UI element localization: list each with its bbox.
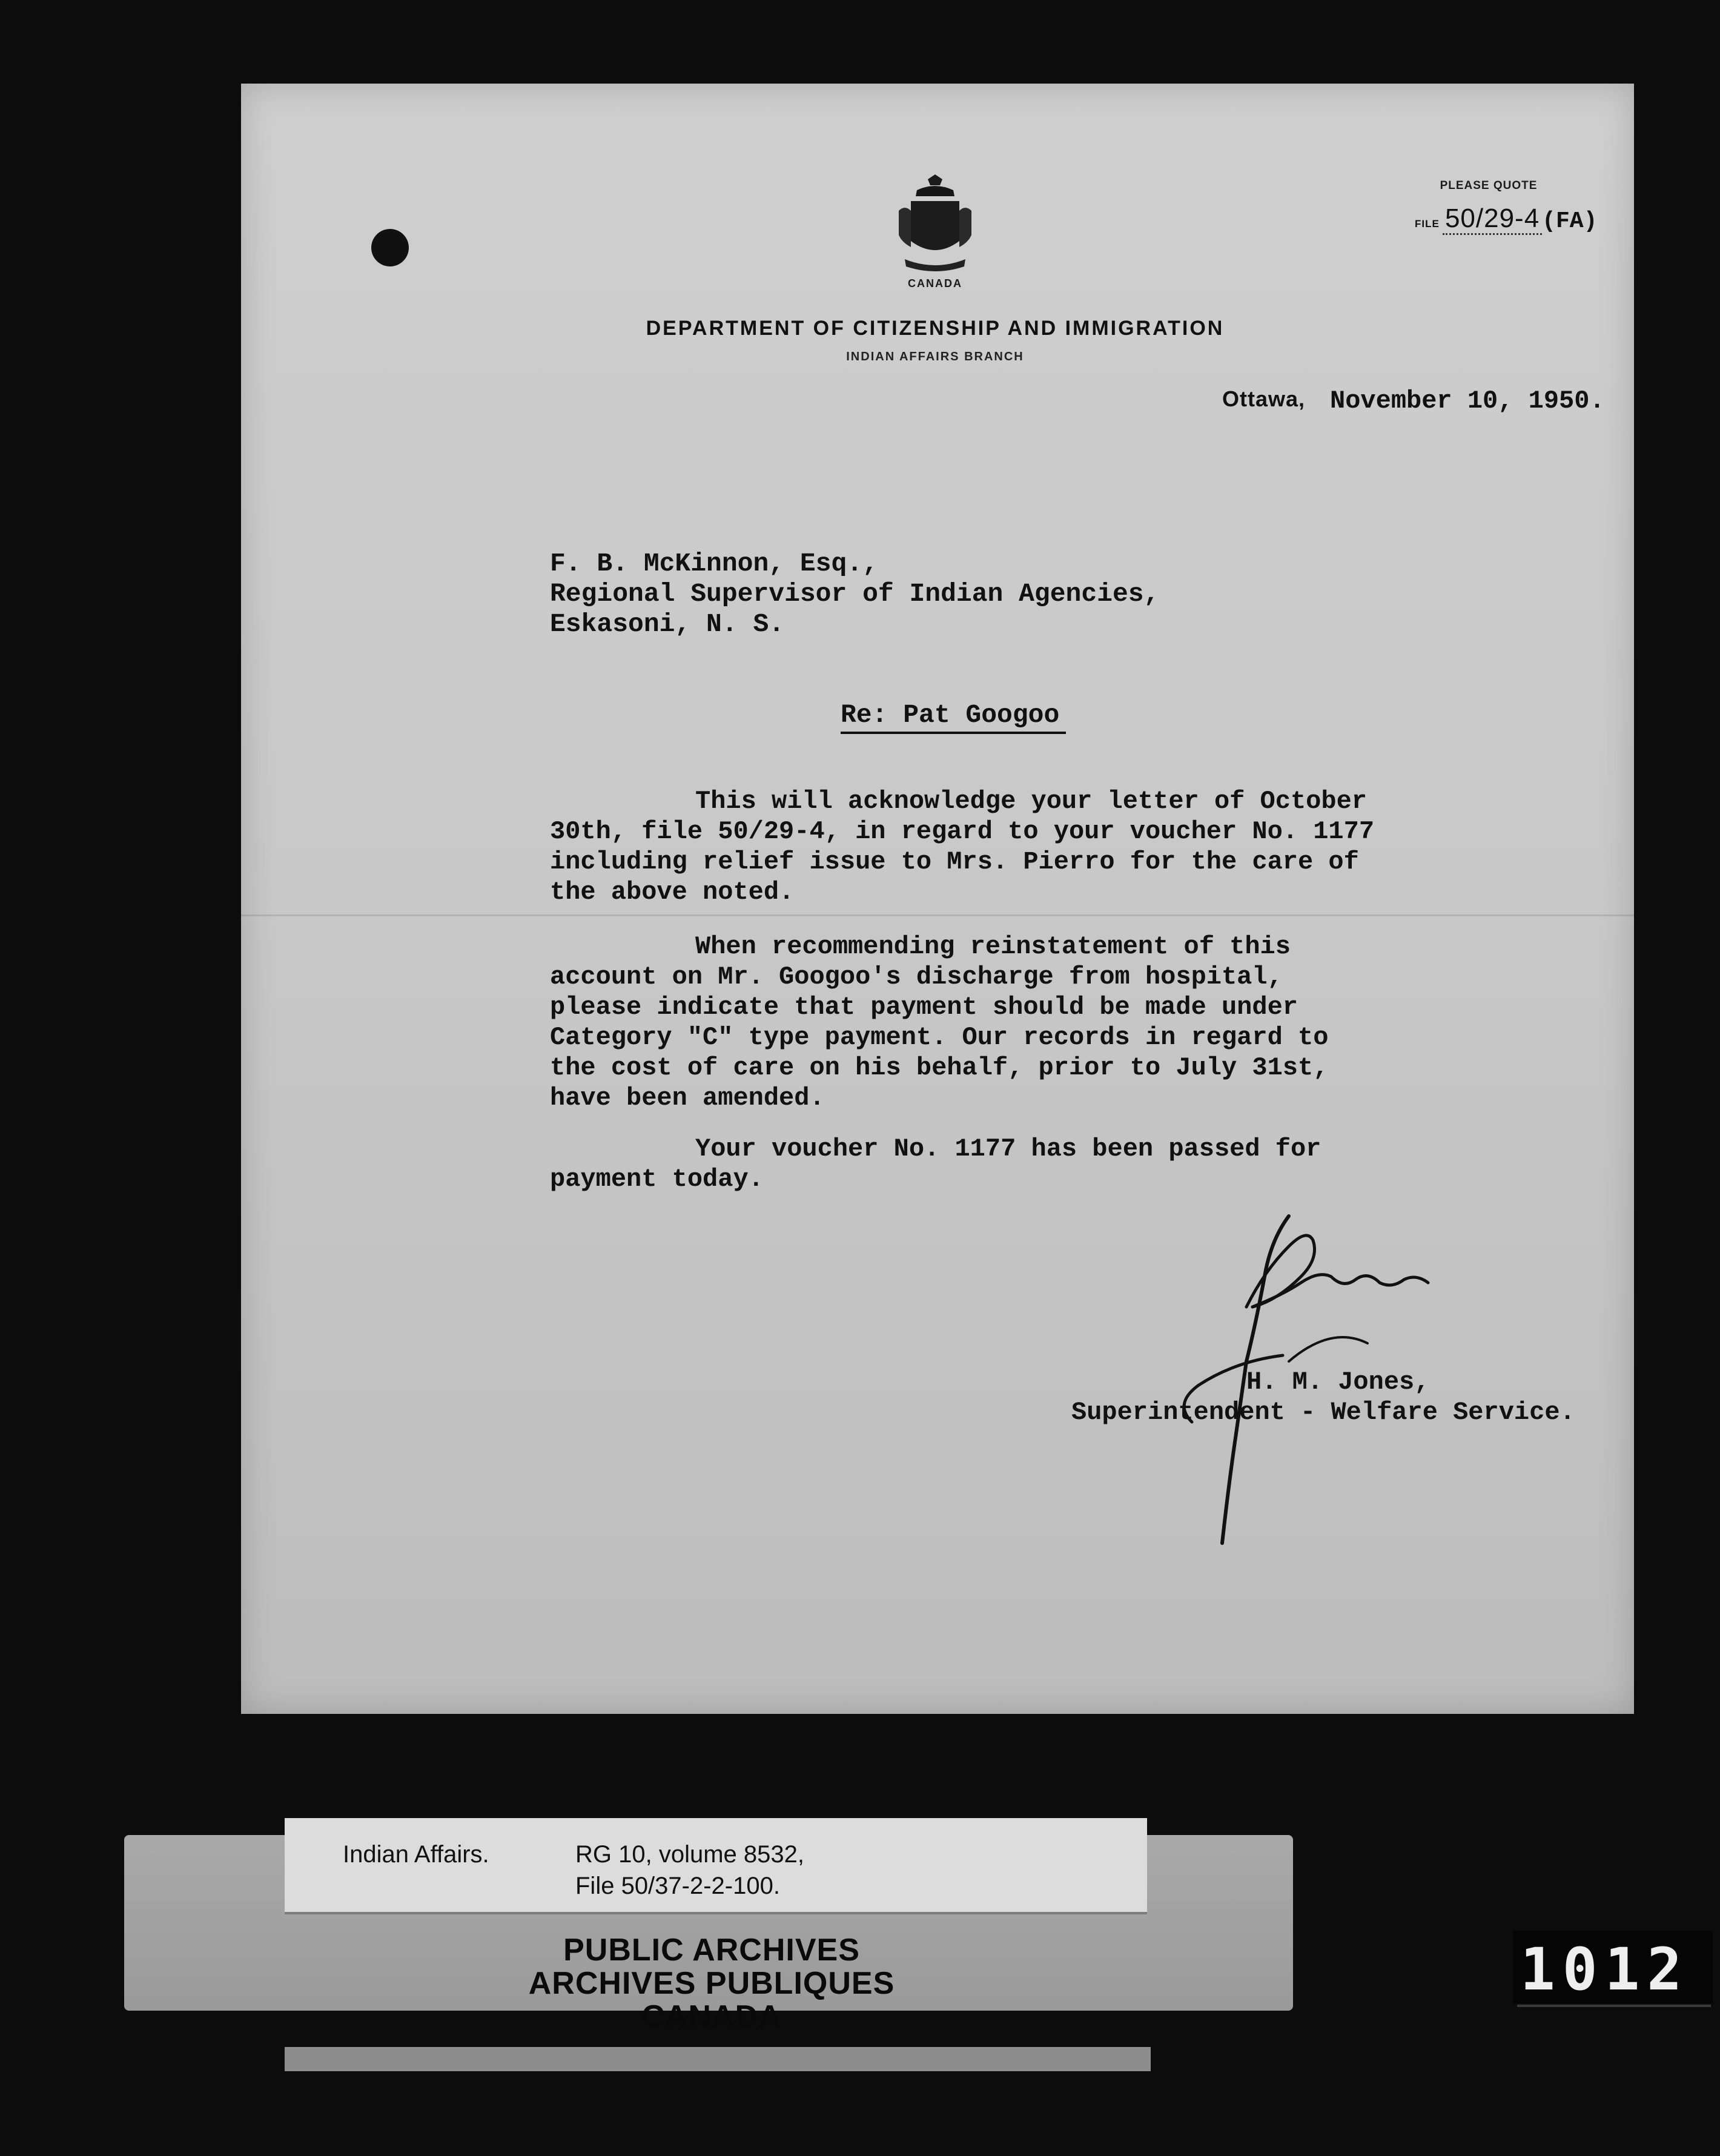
counter-underline [1517,2005,1711,2007]
recipient-line: Regional Supervisor of Indian Agencies, [550,579,1160,609]
recipient-line: F. B. McKinnon, Esq., [550,549,878,578]
paragraph-line: please indicate that payment should be made under [550,993,1298,1022]
dateline-date: November 10, 1950. [1330,386,1605,415]
signer-title: Superintendent - Welfare Service. [1071,1398,1575,1427]
collection-name: Indian Affairs. [343,1841,489,1868]
archive-stamp-line: CANADA [641,1999,782,2034]
recipient-line: Eskasoni, N. S. [550,609,785,639]
file-number: 50/29-4 [1443,203,1542,235]
dateline-city: Ottawa, [1222,386,1306,411]
paragraph-line: 30th, file 50/29-4, in regard to your voucher No. 1177 [550,817,1375,846]
archive-reference-label [285,1818,1147,1912]
punch-hole [371,229,409,266]
paragraph-line: Your voucher No. 1177 has been passed for [695,1134,1321,1163]
paragraph-line: account on Mr. Googoo's discharge from hospital, [550,962,1283,991]
department-heading: DEPARTMENT OF CITIZENSHIP AND IMMIGRATION [646,317,1225,340]
paragraph-line: including relief issue to Mrs. Pierro for the care of [550,847,1359,876]
signer-name: H. M. Jones, [1246,1367,1430,1397]
reference-line: File 50/37-2-2-100. [575,1873,780,1899]
archive-card-edge [285,2047,1151,2071]
subject-underline [841,732,1066,734]
file-reference [1415,203,1597,234]
paragraph-line: the cost of care on his behalf, prior to July 31st, [550,1053,1329,1082]
paragraph-line: Category "C" type payment. Our records in regard to [550,1023,1329,1052]
file-label: FILE [1415,218,1440,230]
coat-of-arms-crest [893,174,977,277]
paragraph-line: payment today. [550,1165,764,1194]
paragraph-line: When recommending reinstatement of this [695,932,1291,961]
frame-counter: 1012 [1520,1936,1690,2003]
fold-line [241,914,1634,916]
letter-sheet [241,84,1634,1714]
branch-subheading: INDIAN AFFAIRS BRANCH [846,350,1024,363]
archive-stamp-line: PUBLIC ARCHIVES [563,1933,860,1968]
paragraph-line: have been amended. [550,1083,825,1113]
paragraph-line: This will acknowledge your letter of October [695,787,1367,816]
please-quote-label: PLEASE QUOTE [1440,179,1538,192]
archive-stamp-line: ARCHIVES PUBLIQUES [528,1966,895,2001]
crest-country-label: CANADA [908,277,962,289]
paragraph-line: the above noted. [550,878,795,907]
file-suffix: (FA) [1542,208,1598,234]
reference-line: RG 10, volume 8532, [575,1841,804,1868]
subject-line: Re: Pat Googoo [841,700,1060,730]
